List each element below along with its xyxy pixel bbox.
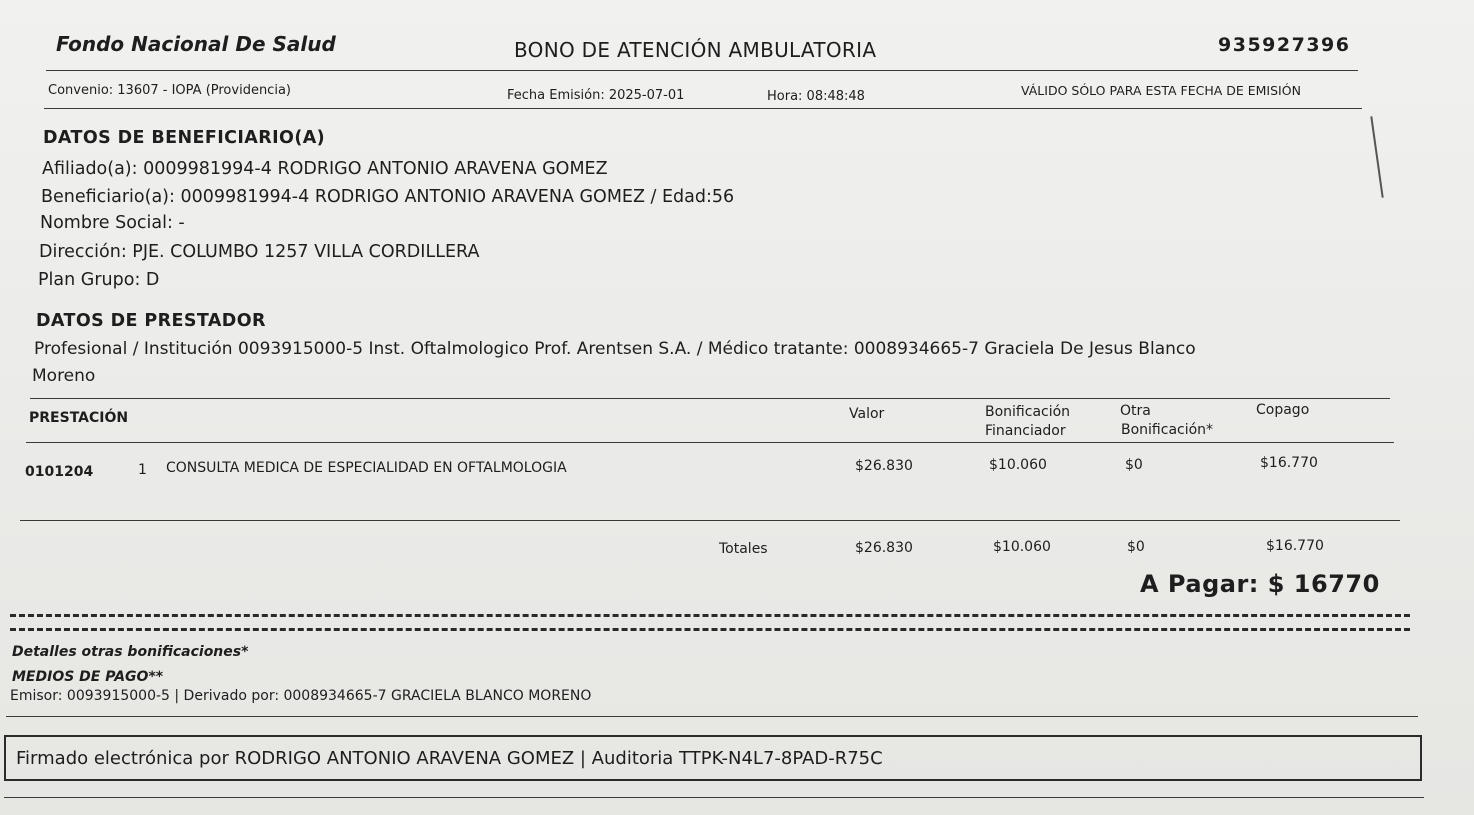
header-divider	[46, 70, 1358, 71]
beneficiario-line: Beneficiario(a): 0009981994-4 RODRIGO ANTONIO ARAVENA GOMEZ / Edad:56	[41, 187, 735, 207]
col-copago-header: Copago	[1256, 402, 1310, 418]
table-top-divider	[30, 398, 1390, 399]
col-valor-header: Valor	[849, 406, 885, 422]
hora-emision: Hora: 08:48:48	[767, 89, 865, 104]
organization-name: Fondo Nacional De Salud	[56, 32, 336, 56]
meta-divider	[44, 108, 1362, 109]
validity-note: VÁLIDO SÓLO PARA ESTA FECHA DE EMISIÓN	[1021, 83, 1301, 98]
direccion-line: Dirección: PJE. COLUMBO 1257 VILLA CORDILLERA	[39, 242, 480, 262]
row-copago: $16.770	[1260, 455, 1318, 471]
dashed-separator-2	[10, 628, 1410, 631]
prestador-line-2: Moreno	[32, 366, 96, 386]
totales-valor: $26.830	[855, 540, 913, 556]
row-valor: $26.830	[855, 458, 913, 474]
col-bonificacion-header-2: Financiador	[985, 423, 1066, 439]
col-otra-header-1: Otra	[1120, 403, 1151, 419]
document-title: BONO DE ATENCIÓN AMBULATORIA	[514, 38, 877, 62]
afiliado-line: Afiliado(a): 0009981994-4 RODRIGO ANTONIO ARAVENA GOMEZ	[42, 159, 608, 179]
firma-electronica: Firmado electrónica por RODRIGO ANTONIO ARAVENA GOMEZ | Auditoria TTPK-N4L7-8PAD-R75C	[16, 748, 883, 769]
row-cantidad: 1	[138, 462, 147, 478]
a-pagar-total: A Pagar: $ 16770	[1140, 570, 1380, 598]
totales-otra: $0	[1127, 539, 1145, 555]
plan-grupo-line: Plan Grupo: D	[38, 270, 160, 290]
totales-label: Totales	[719, 541, 768, 557]
pen-mark	[1370, 116, 1383, 197]
row-descripcion: CONSULTA MEDICA DE ESPECIALIDAD EN OFTALMOLOGIA	[166, 460, 567, 476]
col-prestacion-header: PRESTACIÓN	[29, 410, 129, 426]
footer-divider	[6, 716, 1418, 717]
col-bonificacion-header-1: Bonificación	[985, 404, 1071, 420]
nombre-social-line: Nombre Social: -	[40, 213, 185, 233]
row-otra: $0	[1125, 457, 1143, 473]
prestador-section-title: DATOS DE PRESTADOR	[36, 311, 266, 331]
table-body-divider	[20, 520, 1400, 521]
row-bonificacion: $10.060	[989, 457, 1047, 473]
table-header-divider	[26, 442, 1394, 443]
row-codigo: 0101204	[25, 464, 94, 480]
dashed-separator-1	[10, 614, 1410, 617]
document-number: 935927396	[1218, 34, 1351, 56]
bottom-divider	[4, 797, 1424, 798]
fecha-emision: Fecha Emisión: 2025-07-01	[507, 88, 685, 103]
prestador-line-1: Profesional / Institución 0093915000-5 Inst. Oftalmologico Prof. Arentsen S.A. / Médico tratante: 0008934665-7 Graciela De Jesus Blanco	[34, 339, 1196, 359]
totales-bonificacion: $10.060	[993, 539, 1051, 555]
medios-de-pago: MEDIOS DE PAGO**	[12, 669, 164, 685]
col-otra-header-2: Bonificación*	[1121, 422, 1214, 438]
totales-copago: $16.770	[1266, 538, 1324, 554]
emisor-line: Emisor: 0093915000-5 | Derivado por: 0008934665-7 GRACIELA BLANCO MORENO	[10, 688, 592, 704]
detalles-otras-bonificaciones: Detalles otras bonificaciones*	[12, 644, 249, 660]
convenio-text: Convenio: 13607 - IOPA (Providencia)	[48, 83, 291, 98]
beneficiario-section-title: DATOS DE BENEFICIARIO(A)	[43, 128, 326, 148]
